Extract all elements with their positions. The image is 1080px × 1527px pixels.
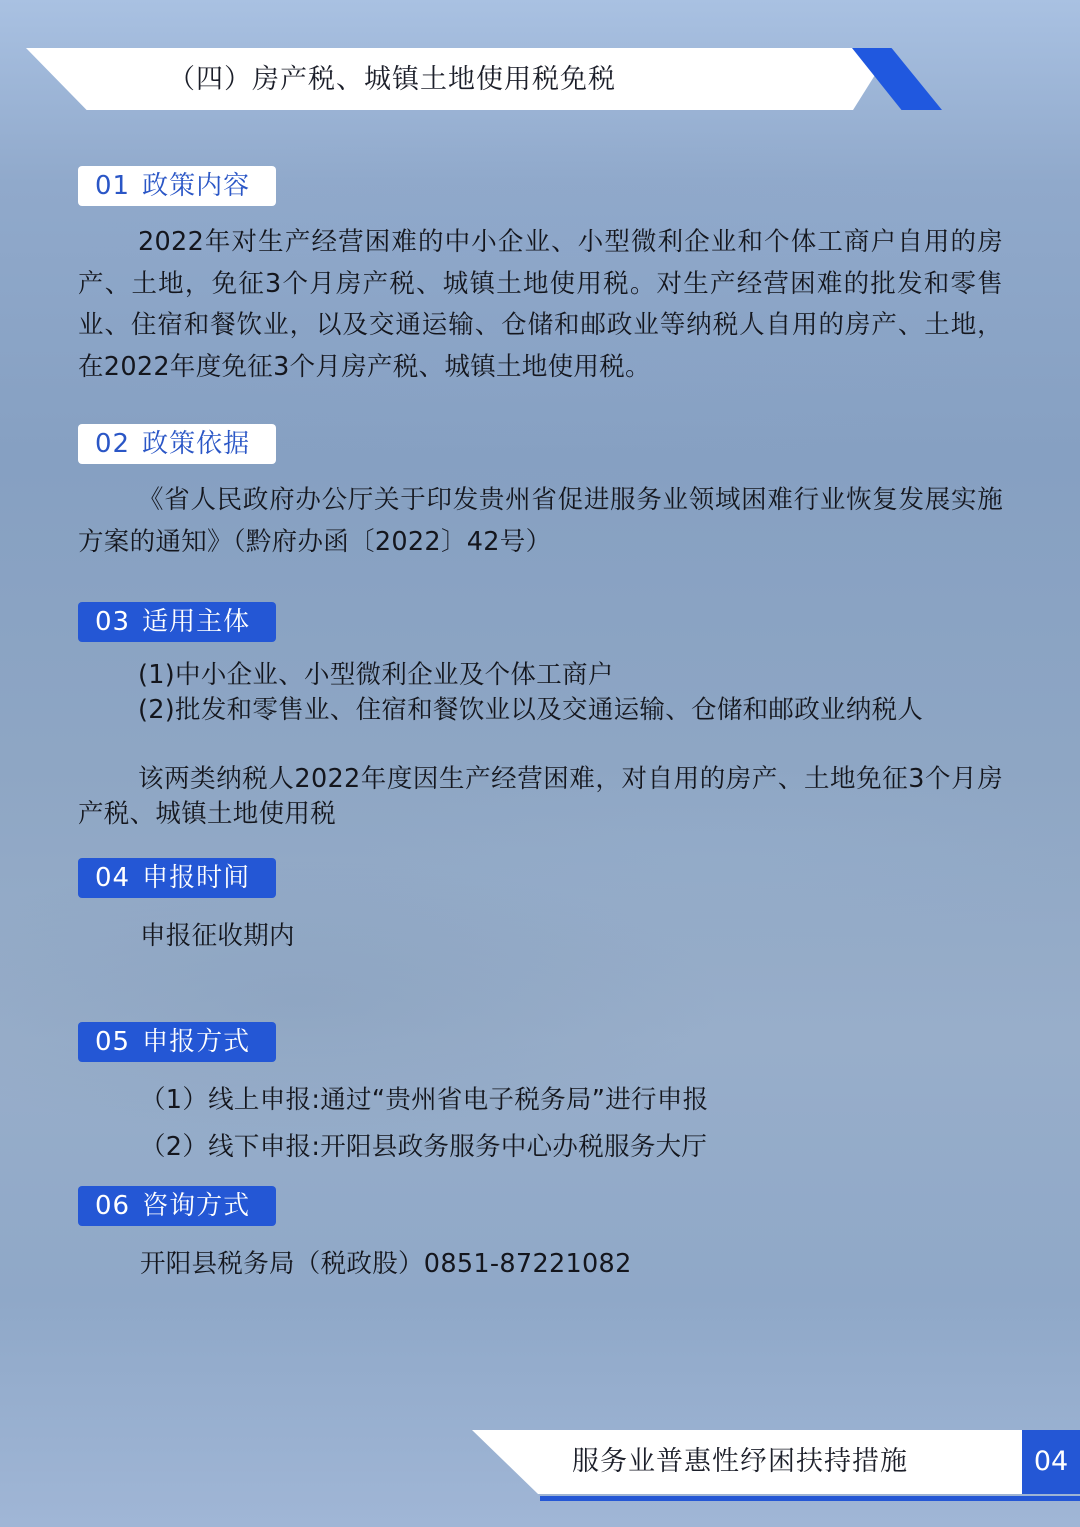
section-number: 06: [95, 1191, 131, 1221]
page-number: 04: [1022, 1430, 1080, 1494]
section-label-policy-content: [78, 166, 276, 206]
section-label-consultation: [78, 1186, 276, 1226]
policy-content-text: 2022年对生产经营困难的中小企业、小型微利企业和个体工商户自用的房产、土地，免征3个月房产税、城镇土地使用税。对生产经营困难的批发和零售业、住宿和餐饮业，以及交通运输、仓储和邮政业等纳税人自用的房产、土地，在2022年度免征3个月房产税、城镇土地使用税。: [78, 227, 1003, 382]
section-number: 02: [95, 429, 131, 459]
section-number: 05: [95, 1027, 131, 1057]
footer-title: 服务业普惠性纾困扶持措施: [572, 1446, 908, 1477]
footer-divider: [540, 1496, 1080, 1501]
section-number: 03: [95, 607, 131, 637]
section-label-filing-method: [78, 1022, 276, 1062]
section-number: 04: [95, 863, 131, 893]
page-title: （四）房产税、城镇土地使用税免税: [168, 64, 616, 95]
section-title: 咨询方式: [142, 1191, 251, 1221]
section-title: 适用主体: [142, 607, 251, 637]
applicable-subject-item: (1)中小企业、小型微利企业及个体工商户: [138, 660, 614, 690]
section-number: 01: [95, 171, 131, 201]
applicable-subject-item: (2)批发和零售业、住宿和餐饮业以及交通运输、仓储和邮政业纳税人: [138, 695, 924, 725]
filing-method-online: （1）线上申报:通过“贵州省电子税务局”进行申报: [140, 1085, 709, 1115]
section-title: 申报方式: [142, 1027, 251, 1057]
section-label-applicable-subjects: [78, 602, 276, 642]
filing-time-text: 申报征收期内: [140, 921, 295, 951]
applicable-subject-note: 该两类纳税人2022年度因生产经营困难，对自用的房产、土地免征3个月房产税、城镇土地使用税: [78, 764, 1003, 829]
section-label-policy-basis: [78, 424, 276, 464]
section-title: 政策依据: [142, 429, 251, 459]
policy-basis-text: 《省人民政府办公厅关于印发贵州省促进服务业领域困难行业恢复发展实施方案的通知》（黔府办函〔2022〕42号）: [78, 485, 1003, 557]
section-title: 政策内容: [142, 171, 251, 201]
consultation-contact: 开阳县税务局（税政股）0851-87221082: [140, 1249, 632, 1279]
section-title: 申报时间: [142, 863, 251, 893]
section-label-filing-time: [78, 858, 276, 898]
filing-method-offline: （2）线下申报:开阳县政务服务中心办税服务大厅: [140, 1132, 708, 1162]
